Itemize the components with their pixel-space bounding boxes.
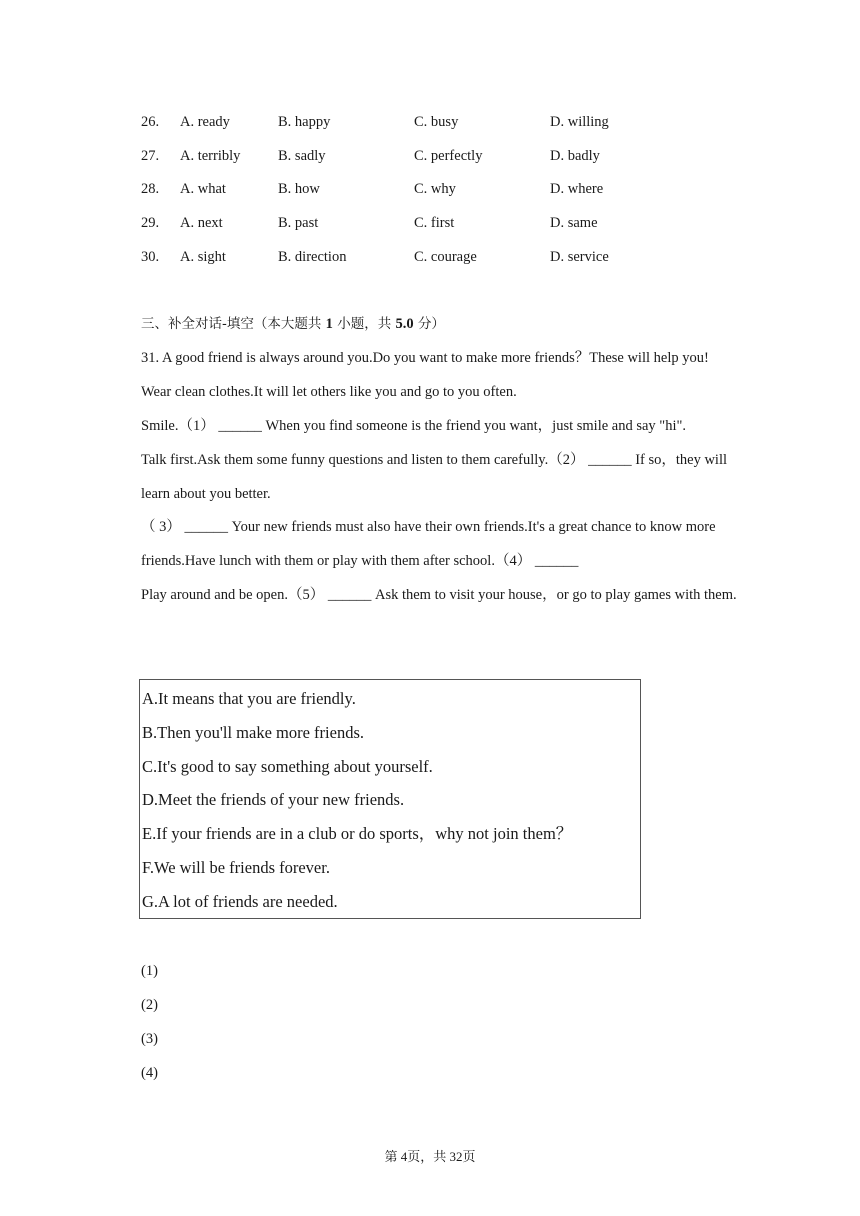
passage-line: Smile.（1） ______ When you find someone is the friend you want，just smile and say "hi".	[141, 418, 687, 434]
option-d: D. same	[550, 215, 598, 231]
answer-slot-1: (1)	[141, 963, 158, 979]
option-d: D. where	[550, 181, 604, 197]
option-c: C. courage	[414, 249, 477, 265]
section-heading	[141, 314, 445, 334]
page-footer: 第 4页，共 32页	[384, 1149, 476, 1164]
heading-mid: 小题，共	[337, 316, 392, 332]
heading-score: 5.0	[395, 316, 414, 332]
option-a: A. terribly	[180, 148, 241, 164]
option-b: B. direction	[278, 249, 347, 265]
question-number: 27.	[141, 148, 160, 164]
choices-box	[139, 679, 641, 919]
choice-b: B.Then you'll make more friends.	[142, 723, 365, 742]
passage-line: Talk first.Ask them some funny questions and listen to them carefully.（2） ______ If so，they will	[141, 452, 728, 468]
question-number: 28.	[141, 181, 160, 197]
option-c: C. why	[414, 181, 456, 197]
passage-line: （ 3） ______ Your new friends must also have their own friends.It's a great chance to know more	[141, 519, 716, 535]
option-c: C. perfectly	[414, 148, 483, 164]
option-a: A. ready	[180, 114, 230, 130]
heading-count: 1	[325, 316, 333, 332]
question-number: 26.	[141, 114, 160, 130]
question-number: 30.	[141, 249, 160, 265]
option-c: C. first	[414, 215, 455, 231]
answer-slot-3: (3)	[141, 1031, 158, 1047]
choice-d: D.Meet the friends of your new friends.	[142, 790, 405, 809]
passage-line: Play around and be open.（5） ______ Ask them to visit your house，or go to play games with them.	[141, 587, 737, 603]
option-b: B. sadly	[278, 148, 326, 164]
heading-prefix: 三、补全对话-填空（本大题共	[141, 316, 322, 332]
option-a: A. sight	[180, 249, 226, 265]
choice-e: E.If your friends are in a club or do sports，why not join them？	[142, 824, 573, 843]
answer-slot-4: (4)	[141, 1065, 158, 1081]
option-d: D. badly	[550, 148, 600, 164]
answer-slot-2: (2)	[141, 997, 158, 1013]
heading-suffix: 分）	[417, 316, 445, 332]
option-b: B. how	[278, 181, 320, 197]
passage-line: Wear clean clothes.It will let others like you and go to you often.	[141, 384, 517, 400]
choice-a: A.It means that you are friendly.	[142, 689, 356, 708]
option-c: C. busy	[414, 114, 459, 130]
option-d: D. service	[550, 249, 609, 265]
option-d: D. willing	[550, 114, 609, 130]
choice-f: F.We will be friends forever.	[142, 858, 330, 877]
passage-line: friends.Have lunch with them or play with them after school.（4） ______	[141, 553, 579, 569]
option-b: B. happy	[278, 114, 331, 130]
question-number: 29.	[141, 215, 160, 231]
option-b: B. past	[278, 215, 319, 231]
passage-line: 31. A good friend is always around you.Do you want to make more friends？These will help you!	[141, 350, 709, 366]
option-a: A. next	[180, 215, 223, 231]
passage-line: learn about you better.	[141, 486, 271, 502]
choice-c: C.It's good to say something about yourself.	[142, 757, 433, 776]
choice-g: G.A lot of friends are needed.	[142, 892, 338, 911]
option-a: A. what	[180, 181, 226, 197]
